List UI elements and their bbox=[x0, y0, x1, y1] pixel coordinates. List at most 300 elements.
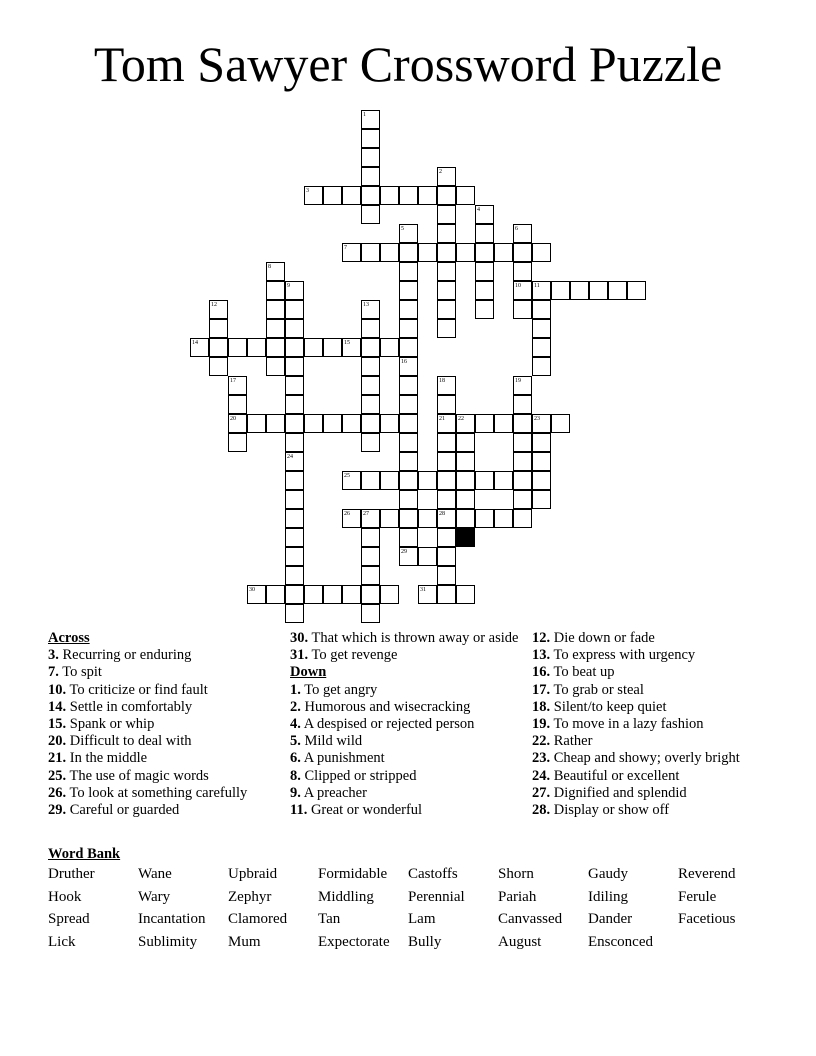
grid-cell[interactable] bbox=[437, 243, 456, 262]
grid-cell[interactable] bbox=[532, 357, 551, 376]
clue-num: 31. bbox=[290, 647, 309, 664]
grid-cell[interactable] bbox=[285, 471, 304, 490]
grid-cell[interactable] bbox=[570, 281, 589, 300]
clue-num: 23. bbox=[532, 750, 551, 767]
grid-cell[interactable] bbox=[418, 186, 437, 205]
clue-item bbox=[532, 716, 772, 733]
grid-cell[interactable] bbox=[399, 224, 418, 243]
grid-cell[interactable] bbox=[475, 300, 494, 319]
grid-cell[interactable] bbox=[342, 509, 361, 528]
grid-cell[interactable] bbox=[513, 281, 532, 300]
grid-cell[interactable] bbox=[513, 395, 532, 414]
grid-cell[interactable] bbox=[532, 490, 551, 509]
grid-cell[interactable] bbox=[361, 509, 380, 528]
word-bank-item: Castoffs bbox=[408, 866, 458, 882]
grid-cell[interactable] bbox=[399, 471, 418, 490]
word-bank-item: Zephyr bbox=[228, 888, 272, 905]
clue-num: 28. bbox=[532, 802, 551, 819]
grid-cell[interactable] bbox=[342, 471, 361, 490]
grid-cell[interactable] bbox=[304, 414, 323, 433]
grid-cell[interactable] bbox=[399, 414, 418, 433]
word-bank-item: Spread bbox=[48, 911, 90, 927]
clue-number: 28 bbox=[439, 511, 445, 517]
clue-text: To express with urgency bbox=[550, 647, 696, 664]
clue-item bbox=[532, 682, 772, 699]
grid-cell[interactable] bbox=[513, 262, 532, 281]
clue-text: To grab or steal bbox=[550, 681, 644, 698]
grid-cell[interactable] bbox=[399, 433, 418, 452]
clue-number: 31 bbox=[420, 587, 426, 593]
grid-cell[interactable] bbox=[266, 262, 285, 281]
grid-cell[interactable] bbox=[456, 243, 475, 262]
word-bank-item: August bbox=[498, 933, 542, 950]
clue-number: 5 bbox=[401, 226, 404, 232]
grid-cell[interactable] bbox=[285, 414, 304, 433]
grid-cell[interactable] bbox=[475, 262, 494, 281]
grid-cell[interactable] bbox=[475, 224, 494, 243]
word-bank bbox=[48, 866, 788, 951]
clue-text: To get angry bbox=[300, 681, 378, 698]
clue-text: Settle in comfortably bbox=[66, 698, 193, 715]
grid-cell[interactable] bbox=[532, 433, 551, 452]
grid-cell[interactable] bbox=[399, 357, 418, 376]
grid-cell[interactable] bbox=[513, 300, 532, 319]
grid-cell[interactable] bbox=[399, 528, 418, 547]
grid-cell[interactable] bbox=[437, 490, 456, 509]
clue-number: 18 bbox=[439, 378, 445, 384]
grid-cell[interactable] bbox=[304, 585, 323, 604]
clue-item bbox=[532, 647, 772, 664]
word-bank-item: Dander bbox=[588, 911, 633, 927]
word-bank-item: Middling bbox=[318, 888, 374, 905]
word-bank-item: Upbraid bbox=[228, 866, 278, 882]
grid-cell[interactable] bbox=[247, 338, 266, 357]
grid-cell[interactable] bbox=[209, 319, 228, 338]
grid-cell[interactable] bbox=[304, 338, 323, 357]
grid-cell[interactable] bbox=[361, 471, 380, 490]
grid-cell[interactable] bbox=[361, 300, 380, 319]
clue-num: 22. bbox=[532, 733, 551, 750]
clue-text: A despised or rejected person bbox=[300, 716, 475, 733]
grid-cell[interactable] bbox=[437, 262, 456, 281]
grid-cell[interactable] bbox=[285, 300, 304, 319]
word-bank-item: Clamored bbox=[228, 911, 288, 927]
clues-column-1 bbox=[48, 630, 278, 819]
clue-num: 10. bbox=[48, 681, 67, 698]
grid-cell[interactable] bbox=[399, 547, 418, 566]
grid-cell[interactable] bbox=[266, 338, 285, 357]
grid-cell[interactable] bbox=[228, 376, 247, 395]
clue-num: 26. bbox=[48, 784, 67, 801]
grid-cell[interactable] bbox=[437, 433, 456, 452]
clue-number: 25 bbox=[344, 473, 350, 479]
grid-cell[interactable] bbox=[361, 528, 380, 547]
clue-text: Beautiful or excellent bbox=[550, 767, 680, 784]
clue-item bbox=[48, 750, 278, 767]
clue-item bbox=[290, 647, 520, 664]
grid-cell[interactable] bbox=[361, 376, 380, 395]
grid-cell[interactable] bbox=[380, 509, 399, 528]
clue-num: 16. bbox=[532, 664, 551, 681]
grid-cell[interactable] bbox=[285, 490, 304, 509]
grid-cell[interactable] bbox=[513, 376, 532, 395]
grid-cell[interactable] bbox=[399, 376, 418, 395]
grid-cell[interactable] bbox=[437, 566, 456, 585]
grid-cell[interactable] bbox=[285, 547, 304, 566]
clue-number: 9 bbox=[287, 283, 290, 289]
clue-num: 3. bbox=[48, 647, 59, 664]
grid-cell[interactable] bbox=[437, 471, 456, 490]
clue-text: Recurring or enduring bbox=[58, 647, 192, 664]
clue-number: 8 bbox=[268, 264, 271, 270]
grid-cell[interactable] bbox=[399, 509, 418, 528]
grid-cell[interactable] bbox=[361, 205, 380, 224]
grid-cell[interactable] bbox=[513, 414, 532, 433]
clue-number: 14 bbox=[192, 340, 198, 346]
grid-cell[interactable] bbox=[494, 509, 513, 528]
word-bank-item: Facetious bbox=[678, 911, 736, 927]
clue-text: Great or wonderful bbox=[307, 802, 423, 819]
word-bank-item: Formidable bbox=[318, 866, 388, 882]
clue-number: 2 bbox=[439, 169, 442, 175]
clue-number: 11 bbox=[534, 283, 540, 289]
grid-cell[interactable] bbox=[361, 167, 380, 186]
clue-text: Rather bbox=[550, 733, 593, 750]
grid-cell[interactable] bbox=[475, 281, 494, 300]
word-bank-item: Incantation bbox=[138, 911, 206, 927]
grid-cell[interactable] bbox=[361, 414, 380, 433]
grid-cell[interactable] bbox=[456, 490, 475, 509]
clue-number: 19 bbox=[515, 378, 521, 384]
grid-cell[interactable] bbox=[513, 243, 532, 262]
grid-cell[interactable] bbox=[475, 509, 494, 528]
grid-cell[interactable] bbox=[342, 414, 361, 433]
clue-text: Mild wild bbox=[300, 733, 363, 750]
clue-item bbox=[48, 682, 278, 699]
clue-number: 4 bbox=[477, 207, 480, 213]
clue-number: 26 bbox=[344, 511, 350, 517]
clue-num: 8. bbox=[290, 767, 301, 784]
grid-cell[interactable] bbox=[285, 585, 304, 604]
word-bank-item: Canvassed bbox=[498, 911, 563, 927]
grid-cell[interactable] bbox=[228, 395, 247, 414]
clue-item bbox=[290, 699, 520, 716]
grid-cell[interactable] bbox=[437, 376, 456, 395]
grid-cell[interactable] bbox=[380, 414, 399, 433]
clue-num: 6. bbox=[290, 750, 301, 767]
clue-num: 13. bbox=[532, 647, 551, 664]
grid-cell[interactable] bbox=[456, 186, 475, 205]
grid-cell[interactable] bbox=[532, 300, 551, 319]
grid-cell[interactable] bbox=[266, 300, 285, 319]
clue-text: To look at something carefully bbox=[66, 784, 248, 801]
clue-text: In the middle bbox=[66, 750, 148, 767]
clue-number: 20 bbox=[230, 416, 236, 422]
grid-cell[interactable] bbox=[285, 509, 304, 528]
grid-cell[interactable] bbox=[608, 281, 627, 300]
clue-number: 6 bbox=[515, 226, 518, 232]
grid-cell[interactable] bbox=[532, 338, 551, 357]
grid-cell[interactable] bbox=[209, 338, 228, 357]
grid-cell[interactable] bbox=[456, 471, 475, 490]
grid-cell[interactable] bbox=[437, 205, 456, 224]
grid-cell[interactable] bbox=[323, 186, 342, 205]
clue-num: 21. bbox=[48, 750, 67, 767]
clue-number: 1 bbox=[363, 112, 366, 118]
clue-text: To beat up bbox=[550, 664, 615, 681]
clue-text: Spank or whip bbox=[66, 716, 155, 733]
grid-cell[interactable] bbox=[399, 490, 418, 509]
grid-cell[interactable] bbox=[456, 433, 475, 452]
grid-cell[interactable] bbox=[399, 186, 418, 205]
clue-number: 24 bbox=[287, 454, 293, 460]
grid-cell[interactable] bbox=[228, 414, 247, 433]
grid-cell[interactable] bbox=[361, 186, 380, 205]
grid-cell[interactable] bbox=[437, 186, 456, 205]
grid-cell-black bbox=[456, 528, 475, 547]
grid-cell[interactable] bbox=[475, 414, 494, 433]
clue-item bbox=[290, 630, 520, 647]
clue-num: 5. bbox=[290, 733, 301, 750]
grid-cell[interactable] bbox=[532, 319, 551, 338]
clue-num: 12. bbox=[532, 630, 551, 646]
grid-cell[interactable] bbox=[418, 243, 437, 262]
clue-num: 29. bbox=[48, 802, 67, 819]
page-title: Tom Sawyer Crossword Puzzle bbox=[93, 36, 723, 92]
grid-cell[interactable] bbox=[437, 528, 456, 547]
grid-cell[interactable] bbox=[323, 338, 342, 357]
grid-cell[interactable] bbox=[532, 414, 551, 433]
grid-cell[interactable] bbox=[437, 547, 456, 566]
grid-cell[interactable] bbox=[551, 414, 570, 433]
grid-cell[interactable] bbox=[342, 338, 361, 357]
grid-cell[interactable] bbox=[437, 224, 456, 243]
grid-cell[interactable] bbox=[399, 281, 418, 300]
grid-cell[interactable] bbox=[304, 186, 323, 205]
grid-cell[interactable] bbox=[399, 319, 418, 338]
grid-cell[interactable] bbox=[399, 338, 418, 357]
grid-cell[interactable] bbox=[513, 509, 532, 528]
grid-cell[interactable] bbox=[285, 281, 304, 300]
clue-number: 15 bbox=[344, 340, 350, 346]
clue-item bbox=[48, 785, 278, 802]
across-heading: Across bbox=[48, 630, 90, 646]
word-bank-item: Wary bbox=[138, 888, 171, 905]
grid-cell[interactable] bbox=[361, 585, 380, 604]
grid-cell[interactable] bbox=[361, 566, 380, 585]
word-bank-item: Shorn bbox=[498, 866, 534, 882]
grid-cell[interactable] bbox=[437, 414, 456, 433]
grid-cell[interactable] bbox=[380, 585, 399, 604]
grid-cell[interactable] bbox=[361, 243, 380, 262]
clue-text: To get revenge bbox=[308, 647, 398, 664]
grid-cell[interactable] bbox=[437, 281, 456, 300]
clue-item bbox=[48, 716, 278, 733]
grid-cell[interactable] bbox=[437, 395, 456, 414]
word-bank-item: Sublimity bbox=[138, 933, 198, 950]
grid-cell[interactable] bbox=[532, 471, 551, 490]
grid-cell[interactable] bbox=[361, 338, 380, 357]
grid-cell[interactable] bbox=[399, 300, 418, 319]
grid-cell[interactable] bbox=[361, 604, 380, 623]
grid-cell[interactable] bbox=[247, 585, 266, 604]
grid-cell[interactable] bbox=[418, 471, 437, 490]
grid-cell[interactable] bbox=[361, 357, 380, 376]
clues-column-2 bbox=[290, 630, 520, 819]
grid-cell[interactable] bbox=[285, 319, 304, 338]
clue-number: 3 bbox=[306, 188, 309, 194]
word-bank-heading: Word Bank bbox=[48, 846, 121, 862]
grid-cell[interactable] bbox=[380, 243, 399, 262]
grid-cell[interactable] bbox=[456, 509, 475, 528]
clue-num: 14. bbox=[48, 698, 67, 715]
grid-cell[interactable] bbox=[475, 205, 494, 224]
clue-item bbox=[48, 664, 278, 681]
grid-cell[interactable] bbox=[361, 148, 380, 167]
clue-num: 9. bbox=[290, 784, 301, 801]
grid-cell[interactable] bbox=[361, 129, 380, 148]
grid-cell[interactable] bbox=[513, 471, 532, 490]
grid-cell[interactable] bbox=[437, 452, 456, 471]
grid-cell[interactable] bbox=[494, 414, 513, 433]
clue-num: 24. bbox=[532, 767, 551, 784]
grid-cell[interactable] bbox=[456, 414, 475, 433]
grid-cell[interactable] bbox=[285, 452, 304, 471]
grid-cell[interactable] bbox=[285, 604, 304, 623]
grid-cell[interactable] bbox=[228, 433, 247, 452]
clue-num: 7. bbox=[48, 664, 59, 681]
grid-cell[interactable] bbox=[437, 300, 456, 319]
clue-number: 22 bbox=[458, 416, 464, 422]
word-bank-item: Perennial bbox=[408, 888, 465, 905]
clue-text: A punishment bbox=[300, 750, 385, 767]
clue-text: Silent/to keep quiet bbox=[550, 698, 667, 715]
clue-text: Dignified and splendid bbox=[550, 784, 687, 801]
grid-cell[interactable] bbox=[399, 395, 418, 414]
word-bank-item: Pariah bbox=[498, 888, 537, 905]
grid-cell[interactable] bbox=[228, 338, 247, 357]
clue-item bbox=[290, 682, 520, 699]
grid-cell[interactable] bbox=[532, 452, 551, 471]
grid-cell[interactable] bbox=[399, 243, 418, 262]
grid-cell[interactable] bbox=[380, 338, 399, 357]
grid-cell[interactable] bbox=[209, 357, 228, 376]
grid-cell[interactable] bbox=[494, 471, 513, 490]
grid-cell[interactable] bbox=[437, 319, 456, 338]
grid-cell[interactable] bbox=[285, 566, 304, 585]
grid-cell[interactable] bbox=[323, 414, 342, 433]
grid-cell[interactable] bbox=[380, 471, 399, 490]
clue-number: 12 bbox=[211, 302, 217, 308]
grid-cell[interactable] bbox=[513, 490, 532, 509]
word-bank-item: Ferule bbox=[678, 888, 717, 905]
clue-number: 27 bbox=[363, 511, 369, 517]
clue-item bbox=[48, 768, 278, 785]
grid-cell[interactable] bbox=[285, 433, 304, 452]
word-bank-item: Tan bbox=[318, 911, 341, 927]
clue-number: 17 bbox=[230, 378, 236, 384]
grid-cell[interactable] bbox=[513, 452, 532, 471]
word-bank-item: Gaudy bbox=[588, 866, 628, 882]
clue-item bbox=[48, 647, 278, 664]
clue-item bbox=[532, 785, 772, 802]
grid-cell[interactable] bbox=[437, 167, 456, 186]
clue-number: 30 bbox=[249, 587, 255, 593]
clue-text: To criticize or find fault bbox=[66, 681, 208, 698]
grid-cell[interactable] bbox=[209, 300, 228, 319]
grid-cell[interactable] bbox=[418, 585, 437, 604]
clue-item bbox=[290, 750, 520, 767]
grid-cell[interactable] bbox=[190, 338, 209, 357]
grid-cell[interactable] bbox=[456, 452, 475, 471]
grid-cell[interactable] bbox=[342, 186, 361, 205]
grid-cell[interactable] bbox=[266, 414, 285, 433]
grid-cell[interactable] bbox=[266, 281, 285, 300]
grid-cell[interactable] bbox=[285, 376, 304, 395]
clue-num: 19. bbox=[532, 716, 551, 733]
clue-text: The use of magic words bbox=[66, 767, 209, 784]
grid-cell[interactable] bbox=[551, 281, 570, 300]
grid-cell[interactable] bbox=[513, 224, 532, 243]
clue-num: 1. bbox=[290, 681, 301, 698]
grid-cell[interactable] bbox=[285, 528, 304, 547]
grid-cell[interactable] bbox=[266, 319, 285, 338]
grid-cell[interactable] bbox=[494, 243, 513, 262]
grid-cell[interactable] bbox=[437, 585, 456, 604]
grid-cell[interactable] bbox=[361, 433, 380, 452]
clue-item bbox=[532, 664, 772, 681]
clue-number: 29 bbox=[401, 549, 407, 555]
grid-cell[interactable] bbox=[399, 452, 418, 471]
grid-cell[interactable] bbox=[266, 585, 285, 604]
grid-cell[interactable] bbox=[627, 281, 646, 300]
grid-cell[interactable] bbox=[342, 585, 361, 604]
clue-text: Die down or fade bbox=[550, 630, 655, 646]
grid-cell[interactable] bbox=[361, 110, 380, 129]
grid-cell[interactable] bbox=[342, 243, 361, 262]
grid-cell[interactable] bbox=[266, 357, 285, 376]
clue-number: 7 bbox=[344, 245, 347, 251]
grid-cell[interactable] bbox=[285, 357, 304, 376]
grid-cell[interactable] bbox=[323, 585, 342, 604]
clue-text: Humorous and wisecracking bbox=[300, 698, 471, 715]
grid-cell[interactable] bbox=[285, 338, 304, 357]
grid-cell[interactable] bbox=[532, 281, 551, 300]
grid-cell[interactable] bbox=[418, 547, 437, 566]
clue-text: Clipped or stripped bbox=[300, 767, 417, 784]
word-bank-item: Ensconced bbox=[588, 933, 653, 950]
grid-cell[interactable] bbox=[418, 509, 437, 528]
clue-item bbox=[532, 699, 772, 716]
grid-cell[interactable] bbox=[513, 433, 532, 452]
grid-cell[interactable] bbox=[361, 319, 380, 338]
grid-cell[interactable] bbox=[475, 243, 494, 262]
grid-cell[interactable] bbox=[437, 509, 456, 528]
grid-cell[interactable] bbox=[361, 395, 380, 414]
grid-cell[interactable] bbox=[285, 395, 304, 414]
grid-cell[interactable] bbox=[247, 414, 266, 433]
clue-num: 11. bbox=[290, 802, 308, 819]
grid-cell[interactable] bbox=[399, 262, 418, 281]
clue-text: Cheap and showy; overly bright bbox=[550, 750, 740, 767]
grid-cell[interactable] bbox=[456, 585, 475, 604]
grid-cell[interactable] bbox=[361, 547, 380, 566]
grid-cell[interactable] bbox=[532, 243, 551, 262]
grid-cell[interactable] bbox=[380, 186, 399, 205]
word-bank-item: Druther bbox=[48, 866, 95, 882]
grid-cell[interactable] bbox=[475, 471, 494, 490]
grid-cell[interactable] bbox=[589, 281, 608, 300]
